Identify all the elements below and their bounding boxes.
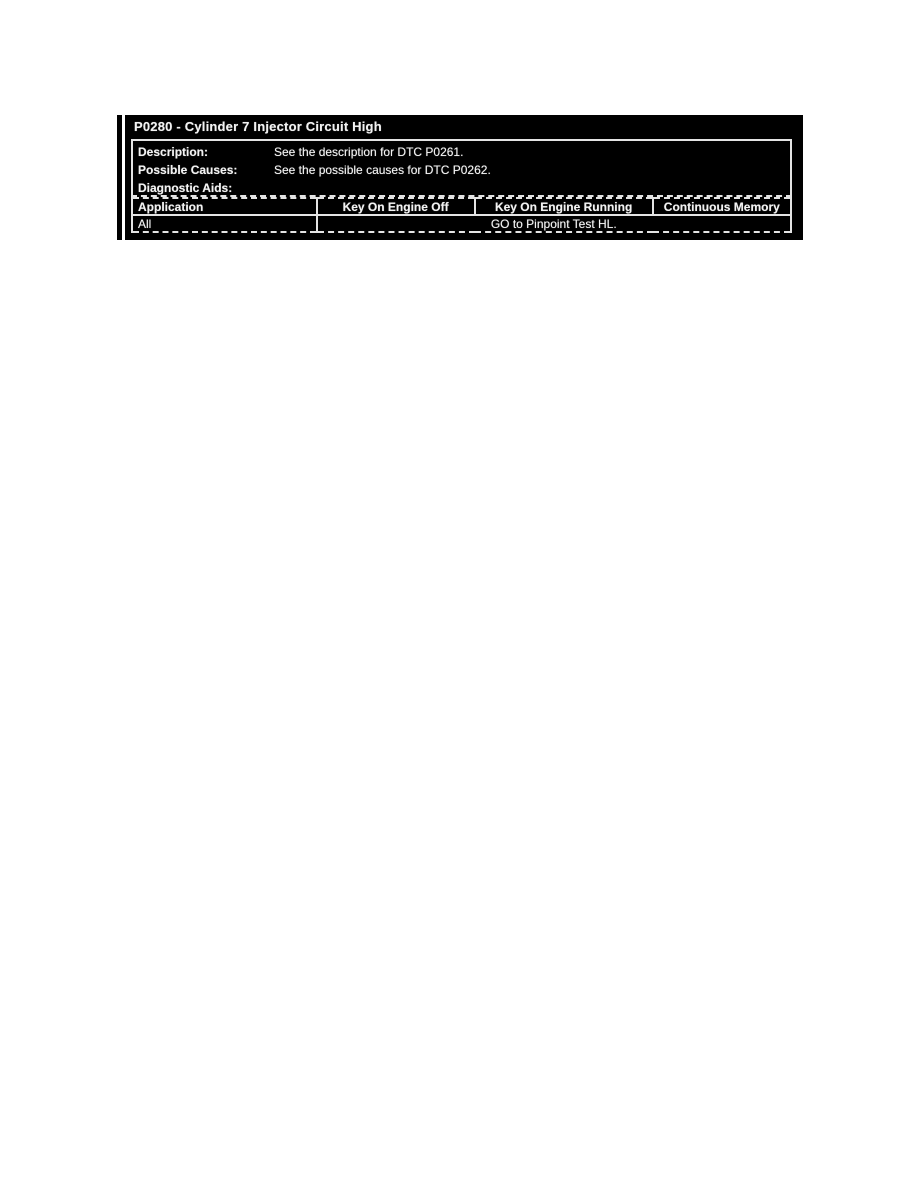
application-table-data-row <box>132 215 791 232</box>
info-row-possible-causes <box>133 161 790 179</box>
application-table <box>131 197 792 233</box>
description-value: See the description for DTC P0261. <box>274 145 464 159</box>
diagnostic-aids-label: Diagnostic Aids: <box>138 181 233 195</box>
info-row-description <box>133 143 790 161</box>
cell-application-all: All <box>132 215 317 232</box>
diagnostic-aids-value <box>274 179 790 197</box>
info-row-diagnostic-aids <box>133 179 790 197</box>
header-key-on-engine-off: Key On Engine Off <box>317 198 475 215</box>
possible-causes-value: See the possible causes for DTC P0262. <box>274 163 491 177</box>
dtc-table-panel <box>125 115 803 240</box>
possible-causes-label: Possible Causes: <box>138 163 238 177</box>
application-table-header-row <box>132 198 791 215</box>
header-application: Application <box>132 198 317 215</box>
dtc-title: P0280 - Cylinder 7 Injector Circuit High <box>134 119 382 134</box>
header-key-on-engine-running: Key On Engine Running <box>475 198 653 215</box>
scan-artifact-strip <box>117 115 122 240</box>
cell-pinpoint-test-result: GO to Pinpoint Test HL. <box>317 215 791 232</box>
description-label: Description: <box>138 145 209 159</box>
dtc-info-box <box>131 139 792 197</box>
header-continuous-memory: Continuous Memory <box>653 198 791 215</box>
